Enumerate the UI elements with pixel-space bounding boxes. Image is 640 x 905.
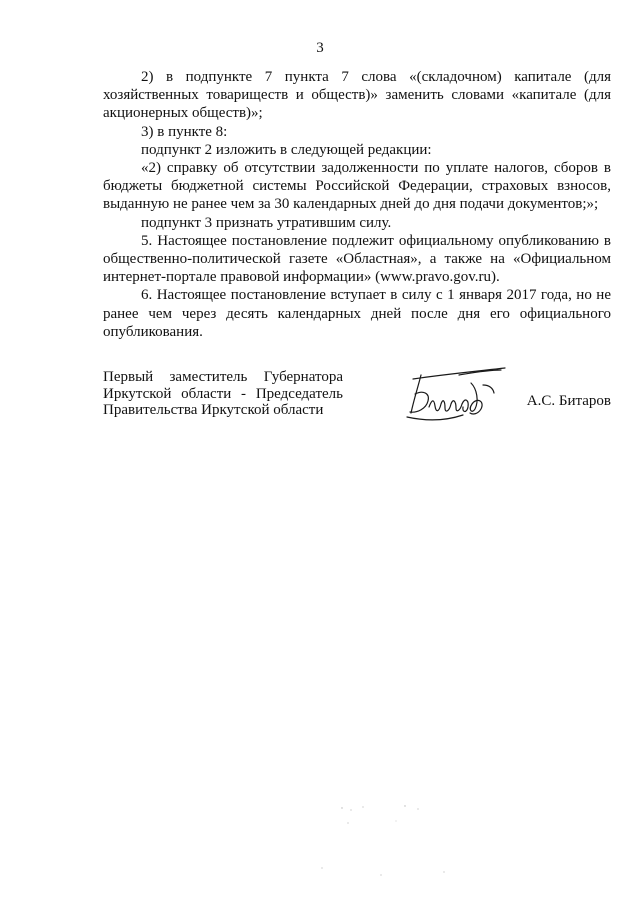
- paragraph-item-8-heading: 3) в пункте 8:: [141, 123, 228, 140]
- signer-title-line: Первый заместитель Губернатора: [103, 369, 343, 385]
- signature-block: [103, 369, 611, 429]
- paragraph-publication: 5. Настоящее постановление подлежит официальному опубликованию в общественно-политической газете «Областная», а также на «Официальном интернет-портале правовой информации» (www.pravo.gov.ru).: [103, 232, 611, 286]
- paragraph-subitem-3-void: подпункт 3 признать утратившим силу.: [141, 214, 392, 231]
- paragraph-effective-date: 6. Настоящее постановление вступает в силу с 1 января 2017 года, но не ранее чем через десять календарных дней после дня его официального опубликования.: [103, 287, 611, 340]
- signer-name: А.С. Битаров: [526, 393, 611, 409]
- signer-title-line: Иркутской области - Председатель: [103, 385, 343, 402]
- paragraph-subitem-2-intro: подпункт 2 изложить в следующей редакции:: [141, 141, 432, 158]
- paragraph-subitem-2-text: «2) справку об отсутствии задолженности по уплате налогов, сборов в бюджеты бюджетной системы Российской Федерации, страховых взносов, выданную не ранее чем за 30 календарных дней до дня подачи документов;»;: [103, 160, 611, 213]
- document-body: [103, 68, 611, 341]
- handwritten-signature: [399, 363, 509, 425]
- page-number: 3: [316, 40, 324, 56]
- paragraph-amendment-item-7: 2) в подпункте 7 пункта 7 слова «(складочном) капитале (для хозяйственных товариществ и обществ)» заменить словами «капитале (для акционерных обществ)»;: [103, 69, 611, 122]
- signer-title: [103, 369, 343, 419]
- signer-title-line: Правительства Иркутской области: [103, 402, 324, 418]
